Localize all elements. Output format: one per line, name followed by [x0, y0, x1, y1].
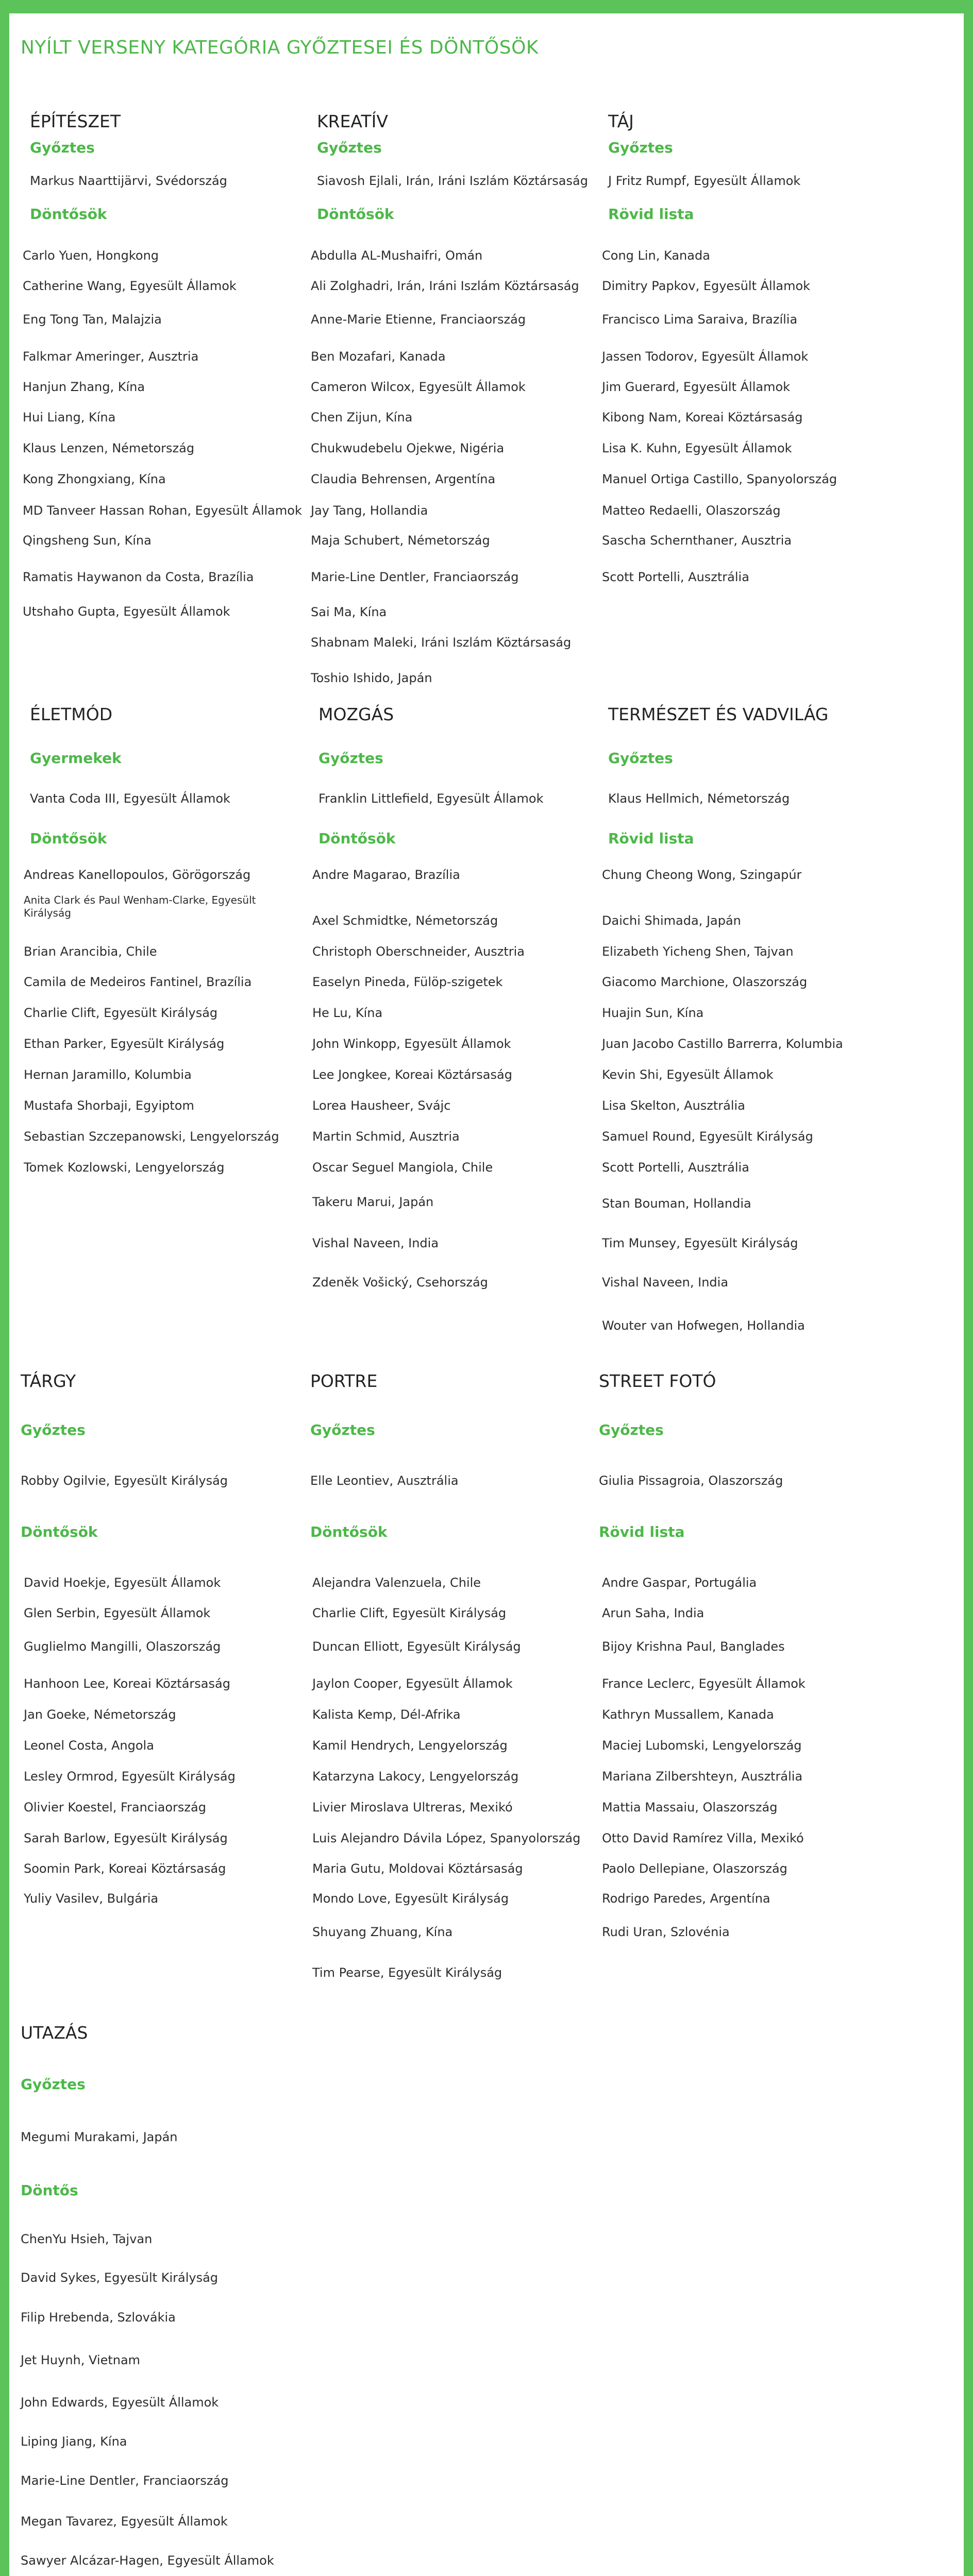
- category-9-finalist: Mattia Massaiu, Olaszország: [602, 1800, 778, 1815]
- category-9-finalist: Mariana Zilbershteyn, Ausztrália: [602, 1769, 803, 1784]
- category-4-winner-name: Vanta Coda III, Egyesült Államok: [30, 791, 230, 806]
- category-4-heading: ÉLETMÓD: [30, 704, 113, 724]
- category-10-finalist: Megan Tavarez, Egyesült Államok: [21, 2514, 228, 2529]
- category-7-heading: TÁRGY: [21, 1371, 76, 1391]
- category-1-finalist: Catherine Wang, Egyesült Államok: [23, 279, 237, 293]
- category-6-finalist: Giacomo Marchione, Olaszország: [602, 975, 808, 989]
- category-3-finalist: Scott Portelli, Ausztrália: [602, 570, 749, 584]
- category-1-finalist: MD Tanveer Hassan Rohan, Egyesült Államok: [23, 503, 302, 518]
- category-5-finalist: John Winkopp, Egyesült Államok: [312, 1037, 511, 1051]
- category-2-finalist: Anne-Marie Etienne, Franciaország: [311, 312, 526, 327]
- category-8-winner-name: Elle Leontiev, Ausztrália: [310, 1473, 459, 1488]
- category-2-finalist: Maja Schubert, Németország: [311, 533, 490, 548]
- category-5-finalist: Vishal Naveen, India: [312, 1236, 439, 1250]
- category-3-finalist: Matteo Redaelli, Olaszország: [602, 503, 781, 518]
- category-1-finalist: Eng Tong Tan, Malajzia: [23, 312, 162, 327]
- category-1-winner-name: Markus Naarttijärvi, Svédország: [30, 174, 227, 188]
- category-6-finalist: Daichi Shimada, Japán: [602, 913, 741, 928]
- category-9-finalist: Andre Gaspar, Portugália: [602, 1575, 757, 1590]
- category-1-finalists-label: Döntősök: [30, 206, 107, 223]
- category-7-finalist: Olivier Koestel, Franciaország: [24, 1800, 206, 1815]
- category-10-finalist: Sawyer Alcázar-Hagen, Egyesült Államok: [21, 2553, 274, 2568]
- category-5-finalist: Zdeněk Vošický, Csehország: [312, 1275, 488, 1290]
- category-5-heading: MOZGÁS: [318, 704, 394, 724]
- category-6-finalist: Scott Portelli, Ausztrália: [602, 1160, 749, 1175]
- category-8-finalists-label: Döntősök: [310, 1523, 388, 1540]
- category-3-finalist: Manuel Ortiga Castillo, Spanyolország: [602, 472, 837, 486]
- category-1-winner-label: Győztes: [30, 139, 95, 156]
- category-2-finalist: Toshio Ishido, Japán: [311, 671, 432, 685]
- category-9-finalist: Rudi Uran, Szlovénia: [602, 1925, 730, 1939]
- category-7-finalist: Soomin Park, Koreai Köztársaság: [24, 1861, 226, 1876]
- category-5-finalist: Oscar Seguel Mangiola, Chile: [312, 1160, 493, 1175]
- category-5-finalist: Lee Jongkee, Koreai Köztársaság: [312, 1067, 512, 1082]
- category-7-finalist: Hanhoon Lee, Koreai Köztársaság: [24, 1676, 230, 1691]
- category-7-finalists-label: Döntősök: [21, 1523, 98, 1540]
- category-9-finalists-label: Rövid lista: [599, 1523, 685, 1540]
- category-5-finalist: He Lu, Kína: [312, 1006, 383, 1020]
- category-6-finalist: Juan Jacobo Castillo Barrerra, Kolumbia: [602, 1037, 843, 1051]
- category-4-finalist: Hernan Jaramillo, Kolumbia: [24, 1067, 192, 1082]
- category-3-finalist: Cong Lin, Kanada: [602, 248, 710, 263]
- category-4-finalist: Brian Arancibia, Chile: [24, 944, 157, 959]
- category-4-finalist: Mustafa Shorbaji, Egyiptom: [24, 1098, 194, 1113]
- category-9-finalist: Arun Saha, India: [602, 1606, 704, 1620]
- category-7-finalist: Guglielmo Mangilli, Olaszország: [24, 1639, 221, 1654]
- category-9-finalist: Bijoy Krishna Paul, Banglades: [602, 1639, 785, 1654]
- category-1-finalist: Hui Liang, Kína: [23, 410, 116, 425]
- category-6-finalist: Kevin Shi, Egyesült Államok: [602, 1067, 774, 1082]
- category-8-finalist: Alejandra Valenzuela, Chile: [312, 1575, 481, 1590]
- category-6-finalist: Tim Munsey, Egyesült Királyság: [602, 1236, 798, 1250]
- category-7-finalist: Jan Goeke, Németország: [24, 1707, 176, 1722]
- category-1-finalist: Klaus Lenzen, Németország: [23, 441, 195, 455]
- category-8-finalist: Tim Pearse, Egyesült Királyság: [312, 1965, 502, 1980]
- category-10-finalist: Filip Hrebenda, Szlovákia: [21, 2310, 176, 2325]
- category-2-finalist: Jay Tang, Hollandia: [311, 503, 428, 518]
- category-10-finalist: Marie-Line Dentler, Franciaország: [21, 2473, 229, 2488]
- category-2-finalist: Shabnam Maleki, Iráni Iszlám Köztársaság: [311, 635, 572, 650]
- category-3-finalist: Jim Guerard, Egyesült Államok: [602, 380, 791, 394]
- category-1-finalist: Utshaho Gupta, Egyesült Államok: [23, 604, 230, 619]
- category-7-winner-label: Győztes: [21, 1421, 86, 1438]
- category-7-finalist: Glen Serbin, Egyesült Államok: [24, 1606, 211, 1620]
- category-6-winner-label: Győztes: [608, 750, 673, 767]
- category-2-winner-label: Győztes: [317, 139, 382, 156]
- category-7-finalist: David Hoekje, Egyesült Államok: [24, 1575, 221, 1590]
- category-3-finalists-label: Rövid lista: [608, 206, 694, 223]
- category-8-finalist: Charlie Clift, Egyesült Királyság: [312, 1606, 507, 1620]
- category-5-finalist: Martin Schmid, Ausztria: [312, 1129, 460, 1144]
- category-10-winner-name: Megumi Murakami, Japán: [21, 2130, 178, 2144]
- category-6-finalists-label: Rövid lista: [608, 830, 694, 847]
- category-3-finalist: Sascha Schernthaner, Ausztria: [602, 533, 792, 548]
- category-1-heading: ÉPÍTÉSZET: [30, 111, 121, 131]
- category-10-winner-label: Győztes: [21, 2076, 86, 2093]
- category-8-finalist: Shuyang Zhuang, Kína: [312, 1925, 453, 1939]
- category-6-finalist: Lisa Skelton, Ausztrália: [602, 1098, 745, 1113]
- category-8-winner-label: Győztes: [310, 1421, 375, 1438]
- category-2-finalist: Cameron Wilcox, Egyesült Államok: [311, 380, 526, 394]
- category-1-finalist: Qingsheng Sun, Kína: [23, 533, 152, 548]
- category-8-finalist: Katarzyna Lakocy, Lengyelország: [312, 1769, 519, 1784]
- category-8-finalist: Livier Miroslava Ultreras, Mexikó: [312, 1800, 513, 1815]
- category-2-finalist: Marie-Line Dentler, Franciaország: [311, 570, 519, 584]
- category-3-finalist: Dimitry Papkov, Egyesült Államok: [602, 279, 811, 293]
- category-3-winner-label: Győztes: [608, 139, 673, 156]
- category-6-winner-name: Klaus Hellmich, Németország: [608, 791, 790, 806]
- category-2-finalist: Ali Zolghadri, Irán, Iráni Iszlám Köztársaság: [311, 279, 579, 293]
- category-4-finalist: Ethan Parker, Egyesült Királyság: [24, 1037, 225, 1051]
- category-2-winner-name: Siavosh Ejlali, Irán, Iráni Iszlám Köztársaság: [317, 174, 588, 188]
- category-5-finalist: Axel Schmidtke, Németország: [312, 913, 498, 928]
- category-10-finalist: ChenYu Hsieh, Tajvan: [21, 2232, 153, 2246]
- category-9-finalist: Rodrigo Paredes, Argentína: [602, 1891, 770, 1906]
- category-7-finalist: Sarah Barlow, Egyesült Királyság: [24, 1831, 228, 1845]
- category-1-finalist: Hanjun Zhang, Kína: [23, 380, 145, 394]
- category-6-finalist: Vishal Naveen, India: [602, 1275, 729, 1290]
- category-3-heading: TÁJ: [608, 111, 634, 131]
- category-1-finalist: Kong Zhongxiang, Kína: [23, 472, 166, 486]
- category-2-finalist: Claudia Behrensen, Argentína: [311, 472, 496, 486]
- category-5-finalist: Lorea Hausheer, Svájc: [312, 1098, 451, 1113]
- category-5-winner-label: Győztes: [318, 750, 383, 767]
- category-1-finalist: Carlo Yuen, Hongkong: [23, 248, 159, 263]
- category-7-finalist: Lesley Ormrod, Egyesült Királyság: [24, 1769, 236, 1784]
- category-4-finalists-label: Döntősök: [30, 830, 107, 847]
- category-2-finalist: Chukwudebelu Ojekwe, Nigéria: [311, 441, 505, 455]
- category-9-winner-name: Giulia Pissagroia, Olaszország: [599, 1473, 783, 1488]
- category-8-finalist: Maria Gutu, Moldovai Köztársaság: [312, 1861, 523, 1876]
- category-5-finalists-label: Döntősök: [318, 830, 396, 847]
- category-3-finalist: Francisco Lima Saraiva, Brazília: [602, 312, 798, 327]
- category-9-heading: STREET FOTÓ: [599, 1371, 716, 1391]
- category-6-finalist: Huajin Sun, Kína: [602, 1006, 704, 1020]
- category-1-finalist: Ramatis Haywanon da Costa, Brazília: [23, 570, 254, 584]
- category-8-finalist: Kamil Hendrych, Lengyelország: [312, 1738, 508, 1753]
- category-10-finalist: David Sykes, Egyesült Királyság: [21, 2270, 219, 2285]
- category-10-finalist: Liping Jiang, Kína: [21, 2434, 127, 2449]
- category-4-finalist: Andreas Kanellopoulos, Görögország: [24, 868, 251, 882]
- category-2-finalists-label: Döntősök: [317, 206, 394, 223]
- category-5-finalist: Andre Magarao, Brazília: [312, 868, 460, 882]
- category-1-finalist: Falkmar Ameringer, Ausztria: [23, 349, 199, 364]
- category-9-finalist: France Leclerc, Egyesült Államok: [602, 1676, 806, 1691]
- category-8-finalist: Mondo Love, Egyesült Királyság: [312, 1891, 509, 1906]
- category-9-finalist: Paolo Dellepiane, Olaszország: [602, 1861, 787, 1876]
- category-9-finalist: Otto David Ramírez Villa, Mexikó: [602, 1831, 804, 1845]
- category-3-finalist: Kibong Nam, Koreai Köztársaság: [602, 410, 803, 425]
- category-2-finalist: Ben Mozafari, Kanada: [311, 349, 446, 364]
- category-9-winner-label: Győztes: [599, 1421, 664, 1438]
- category-8-finalist: Luis Alejandro Dávila López, Spanyolország: [312, 1831, 581, 1845]
- category-6-finalist: Samuel Round, Egyesült Királyság: [602, 1129, 813, 1144]
- category-4-finalist: Charlie Clift, Egyesült Királyság: [24, 1006, 218, 1020]
- category-3-finalist: Jassen Todorov, Egyesült Államok: [602, 349, 809, 364]
- category-10-heading: UTAZÁS: [21, 2023, 88, 2043]
- category-8-heading: PORTRE: [310, 1371, 378, 1391]
- category-5-finalist: Easelyn Pineda, Fülöp-szigetek: [312, 975, 503, 989]
- category-6-finalist: Stan Bouman, Hollandia: [602, 1196, 751, 1211]
- category-5-winner-name: Franklin Littlefield, Egyesült Államok: [318, 791, 544, 806]
- category-7-winner-name: Robby Ogilvie, Egyesült Királyság: [21, 1473, 228, 1488]
- category-5-finalist: Christoph Oberschneider, Ausztria: [312, 944, 525, 959]
- category-3-finalist: Lisa K. Kuhn, Egyesült Államok: [602, 441, 792, 455]
- category-6-finalist: Chung Cheong Wong, Szingapúr: [602, 868, 802, 882]
- category-4-finalist: Sebastian Szczepanowski, Lengyelország: [24, 1129, 279, 1144]
- category-2-finalist: Chen Zijun, Kína: [311, 410, 413, 425]
- page-title: NYÍLT VERSENY KATEGÓRIA GYŐZTESEI ÉS DÖNTŐSÖK: [21, 37, 539, 58]
- category-9-finalist: Maciej Lubomski, Lengyelország: [602, 1738, 802, 1753]
- category-2-finalist: Sai Ma, Kína: [311, 605, 387, 619]
- category-6-finalist: Wouter van Hofwegen, Hollandia: [602, 1318, 805, 1333]
- category-2-finalist: Abdulla AL-Mushaifri, Omán: [311, 248, 483, 263]
- category-7-finalist: Yuliy Vasilev, Bulgária: [24, 1891, 159, 1906]
- category-4-finalist: Tomek Kozlowski, Lengyelország: [24, 1160, 225, 1175]
- category-8-finalist: Duncan Elliott, Egyesült Királyság: [312, 1639, 521, 1654]
- category-3-winner-name: J Fritz Rumpf, Egyesült Államok: [608, 174, 801, 188]
- category-4-finalist: Camila de Medeiros Fantinel, Brazília: [24, 975, 252, 989]
- category-10-finalists-label: Döntős: [21, 2182, 78, 2199]
- category-5-finalist: Takeru Marui, Japán: [312, 1195, 434, 1209]
- category-6-finalist: Elizabeth Yicheng Shen, Tajvan: [602, 944, 794, 959]
- category-4-finalist: Anita Clark és Paul Wenham-Clarke, Egyesült Királyság: [24, 894, 256, 919]
- category-10-finalist: John Edwards, Egyesült Államok: [21, 2395, 219, 2410]
- category-7-finalist: Leonel Costa, Angola: [24, 1738, 154, 1753]
- category-9-finalist: Kathryn Mussallem, Kanada: [602, 1707, 774, 1722]
- category-10-finalist: Jet Huynh, Vietnam: [21, 2353, 141, 2367]
- category-8-finalist: Jaylon Cooper, Egyesült Államok: [312, 1676, 513, 1691]
- category-2-heading: KREATÍV: [317, 111, 388, 131]
- category-4-winner-label: Gyermekek: [30, 750, 122, 767]
- category-6-heading: TERMÉSZET ÉS VADVILÁG: [608, 704, 829, 724]
- category-8-finalist: Kalista Kemp, Dél-Afrika: [312, 1707, 461, 1722]
